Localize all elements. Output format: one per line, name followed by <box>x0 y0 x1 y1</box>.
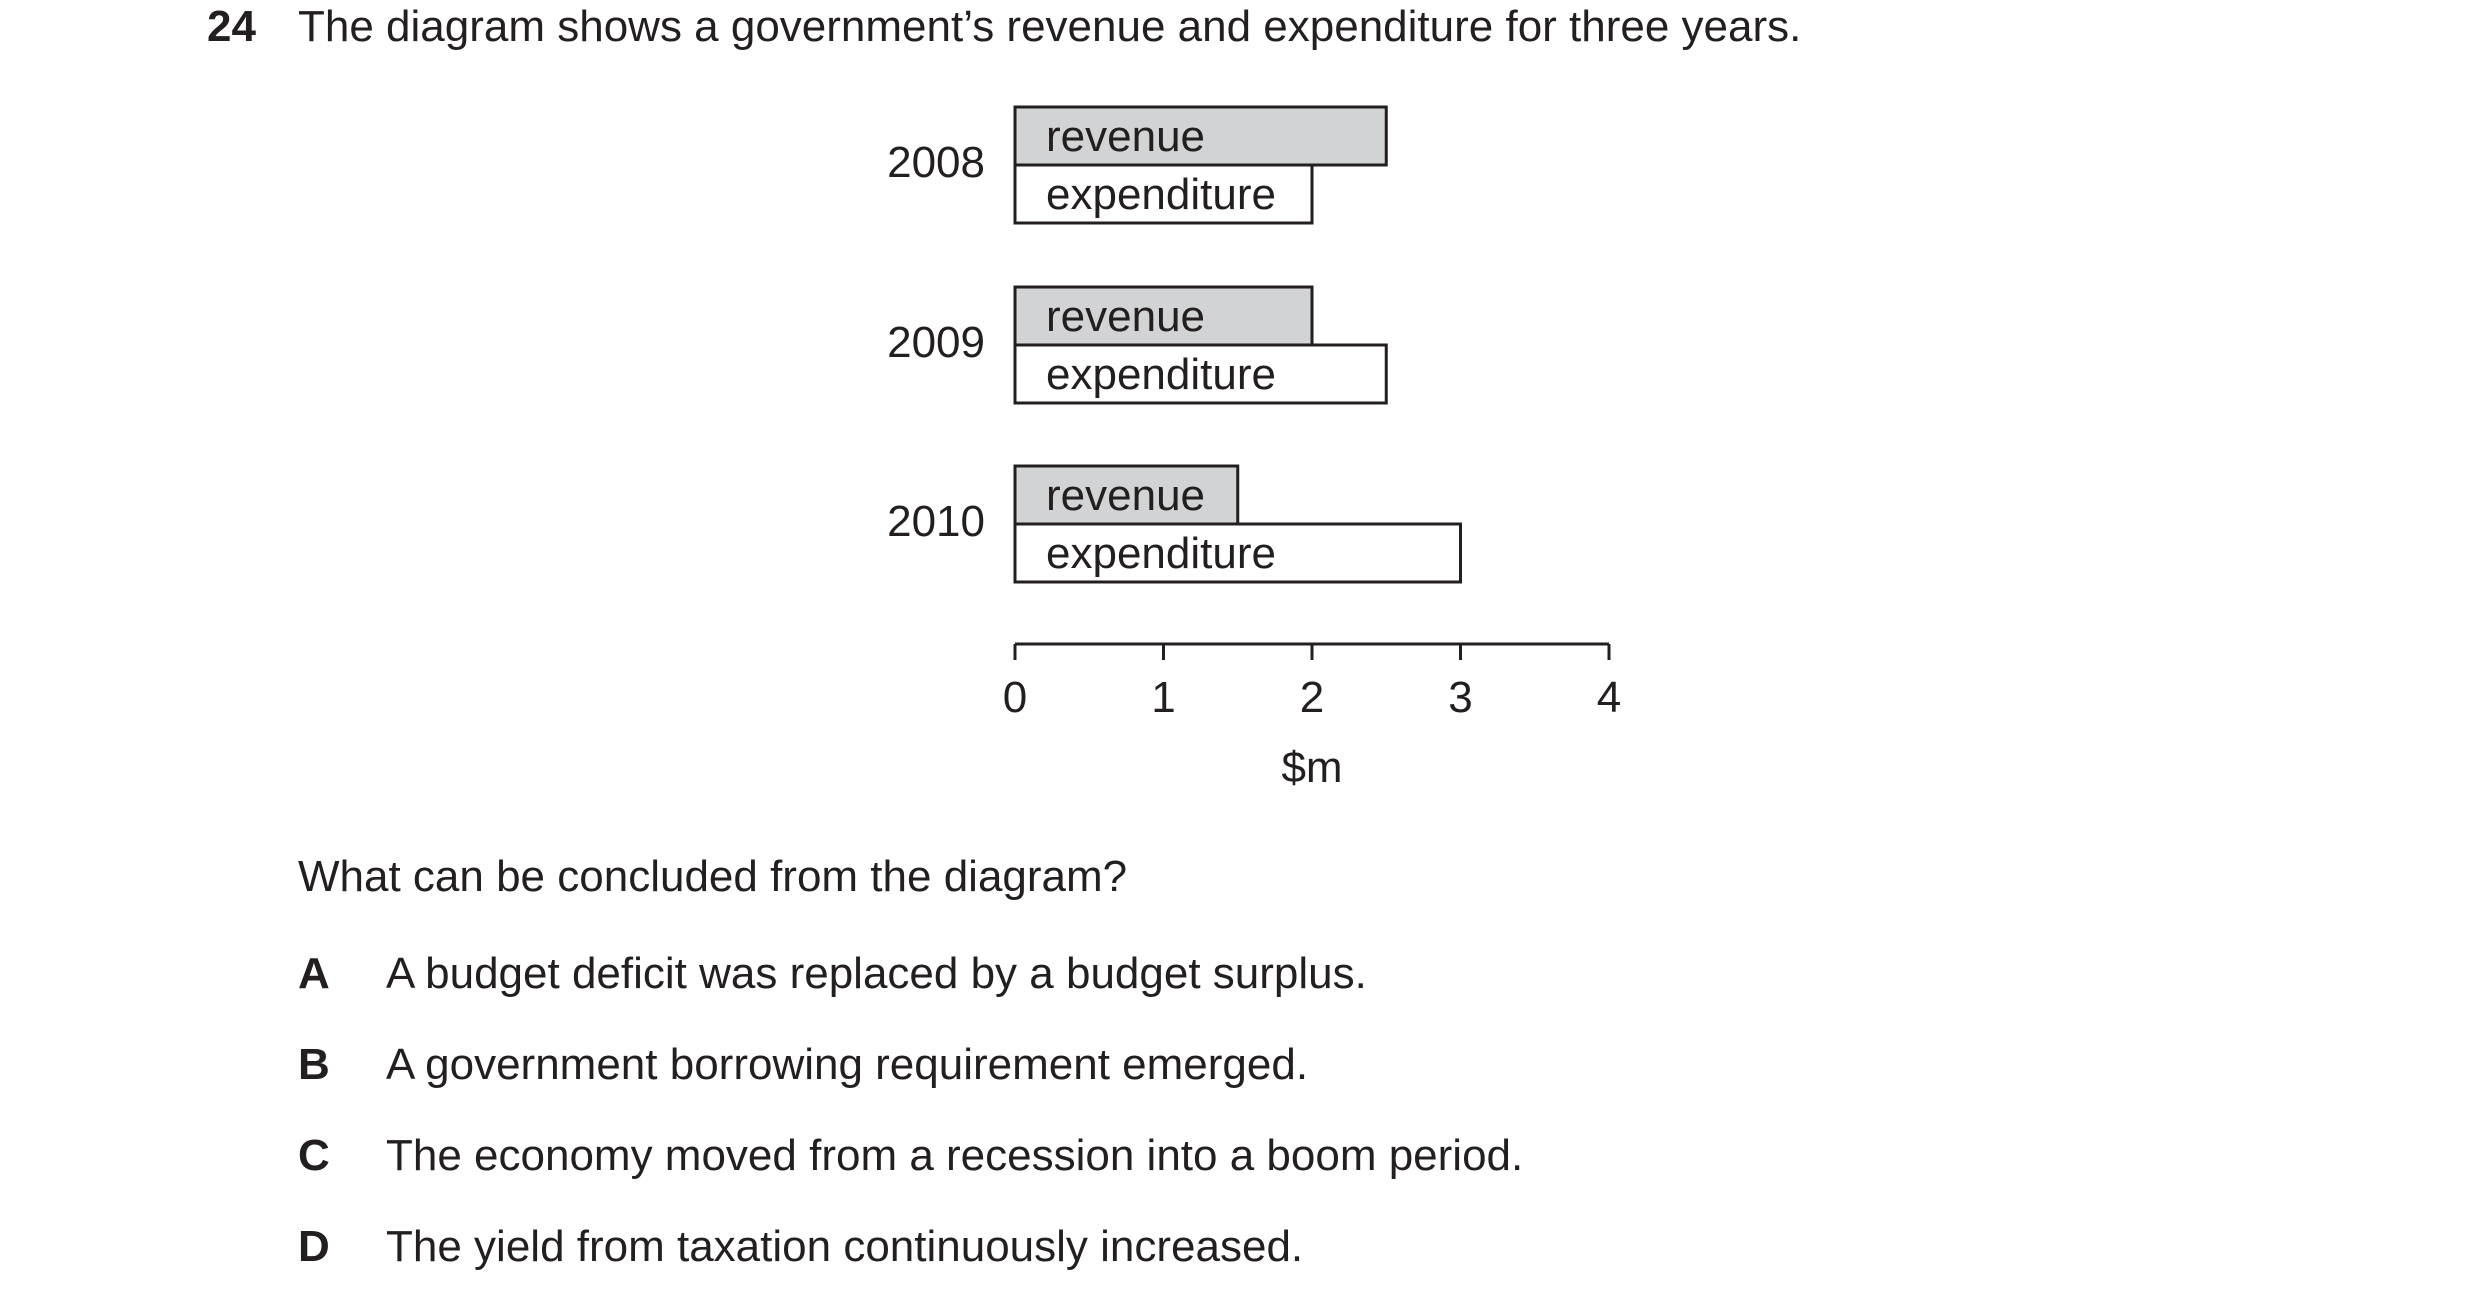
category-label-2008: 2008 <box>887 138 985 187</box>
option-a-text: A budget deficit was replaced by a budget surplus. <box>386 949 1367 998</box>
category-label-2010: 2010 <box>887 497 985 546</box>
x-axis-title: $m <box>1281 743 1343 792</box>
x-tick-label-3: 3 <box>1448 673 1473 722</box>
x-tick-label-4: 4 <box>1596 673 1622 722</box>
option-a-letter: A <box>298 949 330 998</box>
revenue-bar-label-2010: revenue <box>1046 471 1206 520</box>
category-label-2009: 2009 <box>887 318 985 367</box>
revenue-bar-label-2009: revenue <box>1046 292 1206 341</box>
option-b-letter: B <box>298 1040 330 1089</box>
x-tick-label-1: 1 <box>1151 673 1176 722</box>
expenditure-bar-label-2010: expenditure <box>1046 529 1276 578</box>
x-tick-label-0: 0 <box>1002 673 1028 722</box>
option-c-letter: C <box>298 1131 330 1180</box>
question-prompt: What can be concluded from the diagram? <box>298 852 1128 901</box>
option-d-letter: D <box>298 1222 330 1271</box>
question-stem: The diagram shows a government’s revenue and expenditure for three years. <box>298 2 1802 51</box>
question-number: 24 <box>207 2 256 51</box>
x-tick-label-2: 2 <box>1299 673 1325 722</box>
option-d-text: The yield from taxation continuously increased. <box>386 1222 1304 1271</box>
expenditure-bar-label-2009: expenditure <box>1046 350 1276 399</box>
option-b-text: A government borrowing requirement emerged. <box>386 1040 1309 1089</box>
option-c-text: The economy moved from a recession into a boom period. <box>386 1131 1524 1180</box>
revenue-bar-label-2008: revenue <box>1046 112 1206 161</box>
expenditure-bar-label-2008: expenditure <box>1046 170 1276 219</box>
